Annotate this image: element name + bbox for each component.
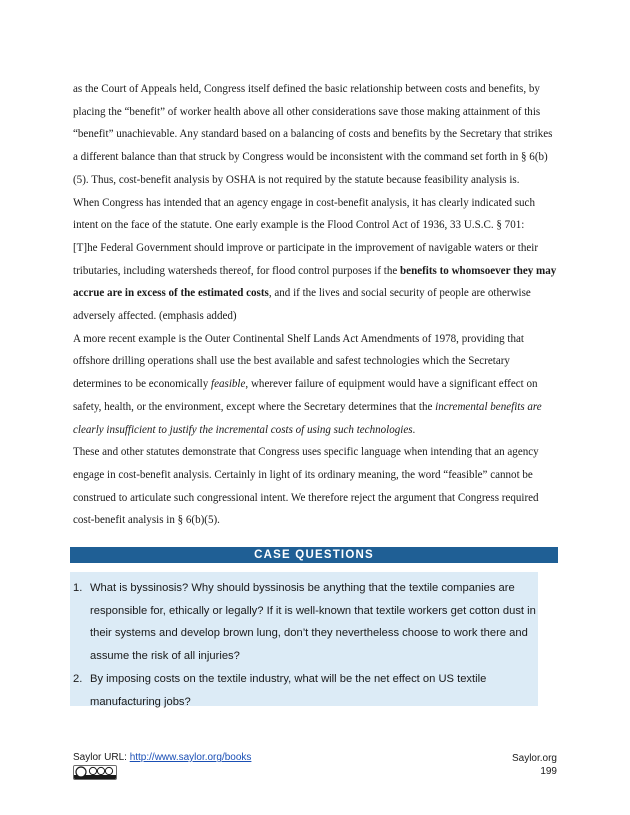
page-number: 199 [540,766,557,777]
case-question-number: 1. [73,582,83,594]
paragraph-flood-control-quote [73,237,557,328]
case-question-item [70,668,540,713]
case-question-text: What is byssinosis? Why should byssinosis be anything that the textile companies are responsible for, ethically or legally? If it is well-known that textile workers get cotton dust in their systems and develop brown lung, don’t they nevertheless choose to work there and assume the risk of all injuries? [90,582,536,663]
flood-control-emphasis: benefits to whomsoever they may accrue are in excess of the estimated costs [73,264,557,300]
ocs-text-c: . [412,423,416,436]
paragraph-cost-benefit: as the Court of Appeals held, Congress itself defined the basic relationship between costs and benefits, by placing the “benefit” of worker health above all other considerations save those making attainment of this “benefit” unachievable. Any standard based on a balancing of costs and benefits by the Secretary that strikes a different balance than that struck by Congress would be inconsistent with the command set forth in § 6(b)(5). Thus, cost-benefit analysis by OSHA is not required by the statute because feasibility analysis is. [73,83,553,186]
footer-saylor-link[interactable]: http://www.saylor.org/books [129,752,252,763]
ocs-incremental-italic: incremental benefits are clearly insufficient to justify the incremental costs of using such technologies [73,400,542,436]
case-questions-list [70,577,540,713]
case-questions-heading: CASE QUESTIONS [70,547,558,563]
case-opinion-text [73,78,557,532]
paragraph-conclusion: These and other statutes demonstrate that Congress uses specific language when intending that an agency engage in cost-benefit analysis. Certainly in light of its ordinary meaning, the word “feasible” cannot be construed to articulate such congressional intent. We therefore reject the argument that Congress required cost-benefit analysis in § 6(b)(5). [73,446,539,527]
flood-control-text-b: , and if the lives and social security of people are otherwise adversely affected. (emphasis added) [73,287,531,323]
footer-source [73,752,251,763]
flood-control-text-a: [T]he Federal Government should improve or participate in the improvement of navigable waters or their tributaries, including watersheds thereof, for flood control purposes if the [73,241,539,277]
footer-url-label: Saylor URL: [73,752,130,763]
ocs-feasible-italic: feasible [211,378,246,391]
case-question-number: 2. [73,672,83,685]
case-question-text: By imposing costs on the textile industry, what will be the net effect on US textile manufacturing jobs? [90,672,487,708]
case-question-item [70,577,540,668]
ocs-text-b: , wherever failure of equipment would have a significant effect on safety, health, or the environment, except where the Secretary determines that the [73,378,538,413]
creative-commons-badge-icon [73,765,117,780]
paragraph-congress-intent: When Congress has intended that an agency engage in cost-benefit analysis, it has clearly indicated such intent on the face of the statute. One early example is the Flood Control Act of 1936, 33 U.S.C. § 701: [73,196,535,232]
footer-site-name: Saylor.org [511,753,557,764]
paragraph-outer-continental-shelf [73,328,557,442]
ocs-text-a: A more recent example is the Outer Continental Shelf Lands Act Amendments of 1978, providing that offshore drilling operations shall use the best available and safest technologies which the Secretary determines to be economically [73,332,524,391]
footer-site-info [512,752,557,778]
